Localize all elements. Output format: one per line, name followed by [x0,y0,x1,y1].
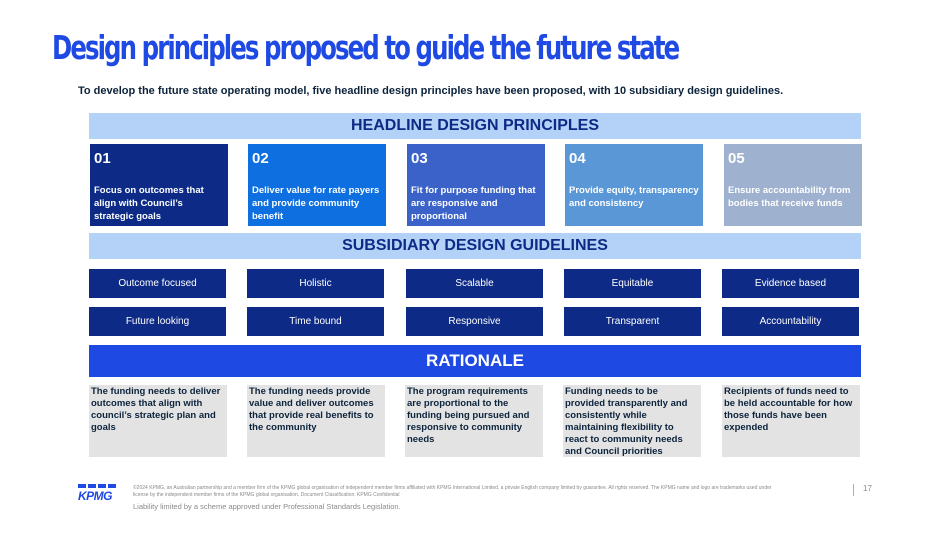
headline-principles-header: HEADLINE DESIGN PRINCIPLES [89,113,861,139]
principle-number: 02 [252,150,269,167]
rationale-cell-5: Recipients of funds need to be held accountable for how those funds have been expended [722,385,860,457]
principle-number: 01 [94,150,111,167]
principle-card-04 [565,144,703,226]
principle-card-05 [724,144,862,226]
principle-text: Focus on outcomes that align with Council’s strategic goals [94,185,204,222]
principle-card-01 [90,144,228,226]
liability-notice: Liability limited by a scheme approved under Professional Standards Legislation. [133,502,401,511]
kpmg-logo [78,484,116,503]
logo-text: KPMG [78,489,112,503]
guideline-outcome-focused: Outcome focused [89,269,226,298]
principle-text: Deliver value for rate payers and provide community benefit [252,185,380,222]
guideline-scalable: Scalable [406,269,543,298]
guideline-future-looking: Future looking [89,307,226,336]
guideline-equitable: Equitable [564,269,701,298]
rationale-cell-3: The program requirements are proportional to the funding being pursued and responsive to community needs [405,385,543,457]
principle-text: Provide equity, transparency and consistency [569,185,699,209]
principle-card-03 [407,144,545,226]
guideline-time-bound: Time bound [247,307,384,336]
rationale-cell-1: The funding needs to deliver outcomes that align with council’s strategic plan and goals [89,385,227,457]
page-title: Design principles proposed to guide the future state [52,28,679,67]
guideline-responsive: Responsive [406,307,543,336]
principle-text: Fit for purpose funding that are responsive and proportional [411,185,536,222]
principle-number: 03 [411,150,428,167]
rationale-cell-4: Funding needs to be provided transparently and consistently while maintaining flexibility to react to community needs and Council priorities [563,385,701,457]
page-number: 17 [853,484,872,496]
principle-number: 05 [728,150,745,167]
page-subtitle: To develop the future state operating model, five headline design principles have been proposed, with 10 subsidiary design guidelines. [78,85,784,97]
rationale-cell-2: The funding needs provide value and deliver outcomes that provide real benefits to the community [247,385,385,457]
logo-bars-icon [78,484,116,488]
principle-number: 04 [569,150,586,167]
guideline-transparent: Transparent [564,307,701,336]
rationale-header: RATIONALE [89,345,861,377]
principle-text: Ensure accountability from bodies that receive funds [728,185,851,209]
guideline-evidence-based: Evidence based [722,269,859,298]
guideline-accountability: Accountability [722,307,859,336]
copyright-notice: ©2024 KPMG, an Australian partnership and a member firm of the KPMG global organisation of independent member firms affiliated with KPMG International Limited, a private English company limited by guarantee. All rights reserved. The KPMG name and logo are trademarks used under license by the independent member firms of the KPMG global organisation. Document Classification: KPMG Confidential [133,485,772,498]
principle-card-02 [248,144,386,226]
guideline-holistic: Holistic [247,269,384,298]
subsidiary-guidelines-header: SUBSIDIARY DESIGN GUIDELINES [89,233,861,259]
